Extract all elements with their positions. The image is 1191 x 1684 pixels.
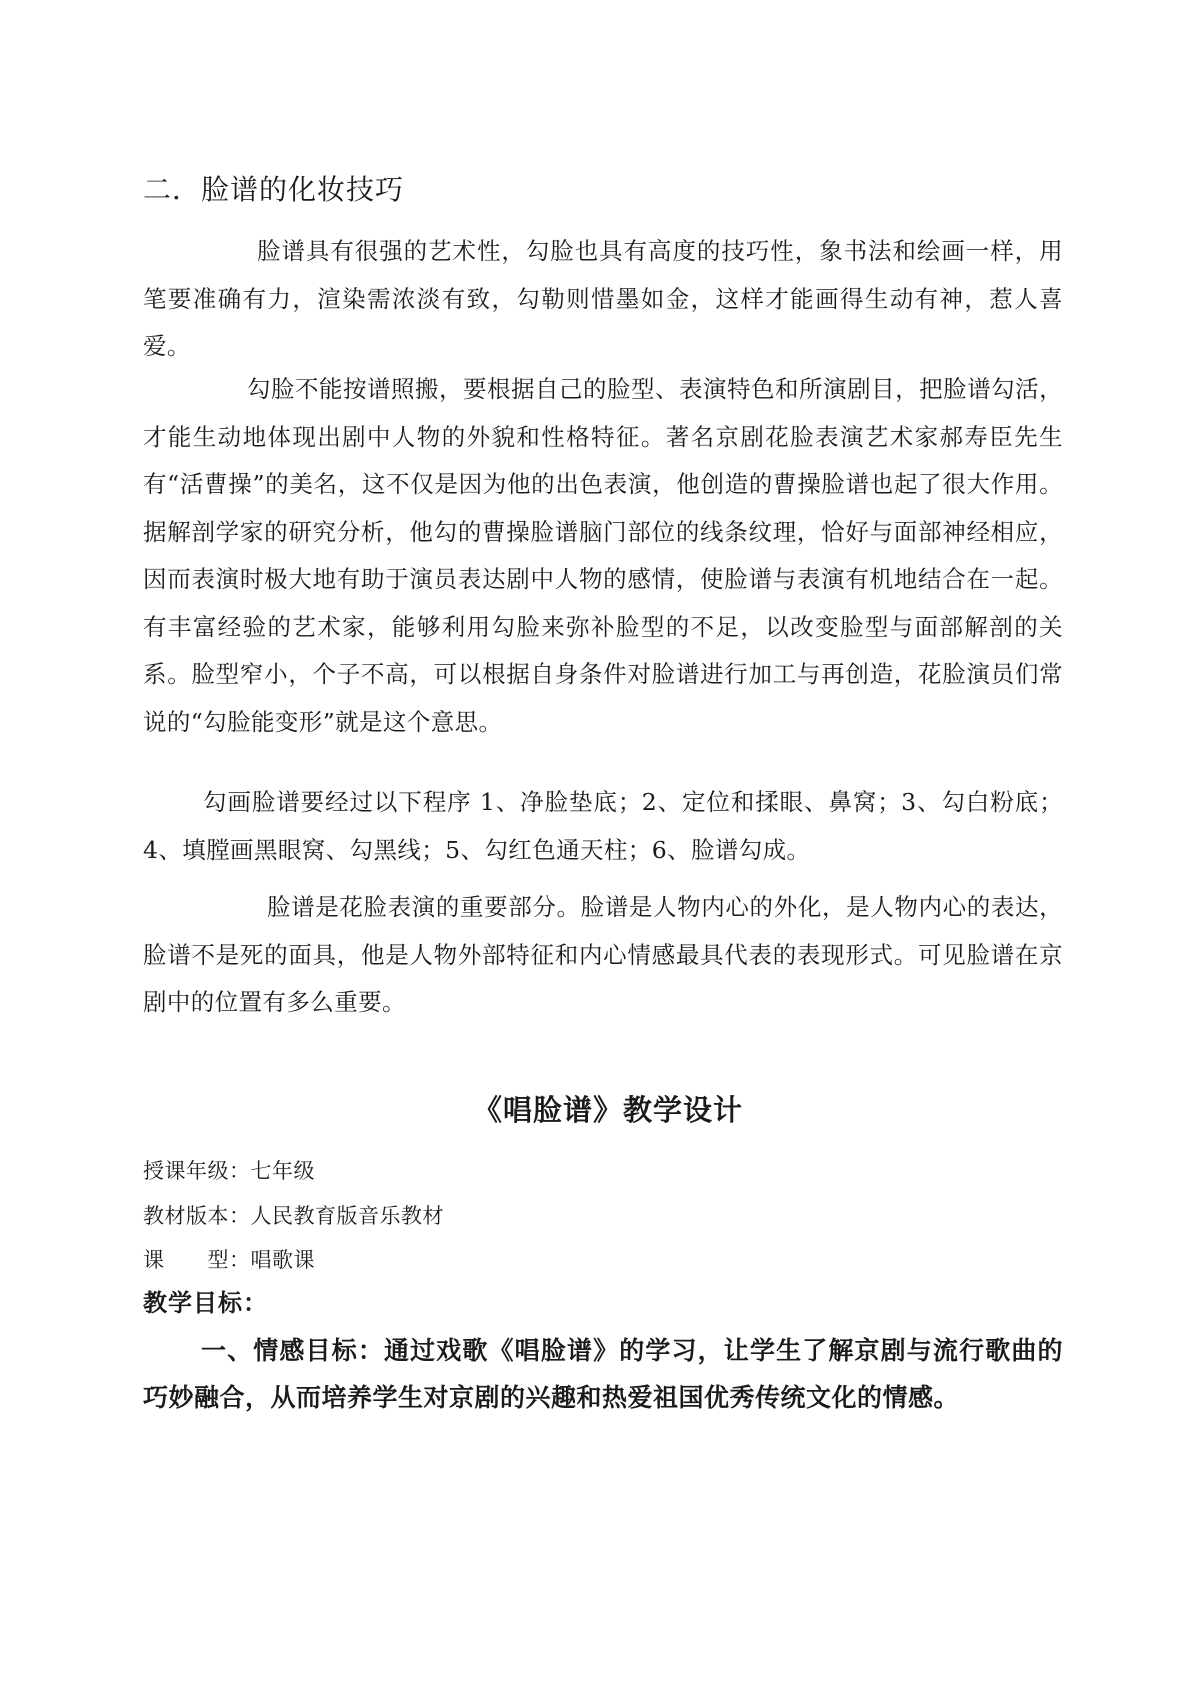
section-heading: 二．脸谱的化妆技巧 bbox=[143, 173, 405, 206]
paragraph-procedure: 勾画脸谱要经过以下程序 1、净脸垫底；2、定位和揉眼、鼻窝；3、勾白粉底；4、填膛画黑眼窝、勾黑线；5、勾红色通天柱；6、脸谱勾成。 bbox=[143, 788, 1063, 864]
goals-heading: 教学目标： bbox=[143, 1288, 268, 1317]
lesson-title: 《唱脸谱》教学设计 bbox=[472, 1093, 743, 1127]
lesson-type: 课 型：唱歌课 bbox=[143, 1248, 315, 1272]
lesson-grade: 授课年级：七年级 bbox=[143, 1159, 315, 1183]
goal-emotional: 一、情感目标：通过戏歌《唱脸谱》的学习，让学生了解京剧与流行歌曲的巧妙融合，从而培养学生对京剧的兴趣和热爱祖国优秀传统文化的情感。 bbox=[143, 1336, 1063, 1412]
paragraph-importance: 脸谱是花脸表演的重要部分。脸谱是人物内心的外化，是人物内心的表达，脸谱不是死的面具，他是人物外部特征和内心情感最具代表的表现形式。可见脸谱在京剧中的位置有多么重要。 bbox=[143, 893, 1063, 1016]
lesson-textbook: 教材版本：人民教育版音乐教材 bbox=[143, 1204, 444, 1228]
paragraph-adaptation: 勾脸不能按谱照搬，要根据自己的脸型、表演特色和所演剧目，把脸谱勾活，才能生动地体现出剧中人物的外貌和性格特征。著名京剧花脸表演艺术家郝寿臣先生有“活曹操”的美名，这不仅是因为他的出色表演，他创造的曹操脸谱也起了很大作用。据解剖学家的研究分析，他勾的曹操脸谱脑门部位的线条纹理，恰好与面部神经相应，因而表演时极大地有助于演员表达剧中人物的感情，使脸谱与表演有机地结合在一起。有丰富经验的艺术家，能够利用勾脸来弥补脸型的不足，以改变脸型与面部解剖的关系。脸型窄小，个子不高，可以根据自身条件对脸谱进行加工与再创造，花脸演员们常说的“勾脸能变形”就是这个意思。 bbox=[143, 375, 1063, 736]
paragraph-artistry: 脸谱具有很强的艺术性，勾脸也具有高度的技巧性，象书法和绘画一样，用笔要准确有力，渲染需浓淡有致，勾勒则惜墨如金，这样才能画得生动有神，惹人喜爱。 bbox=[143, 237, 1063, 360]
document-page bbox=[143, 0, 1063, 1684]
